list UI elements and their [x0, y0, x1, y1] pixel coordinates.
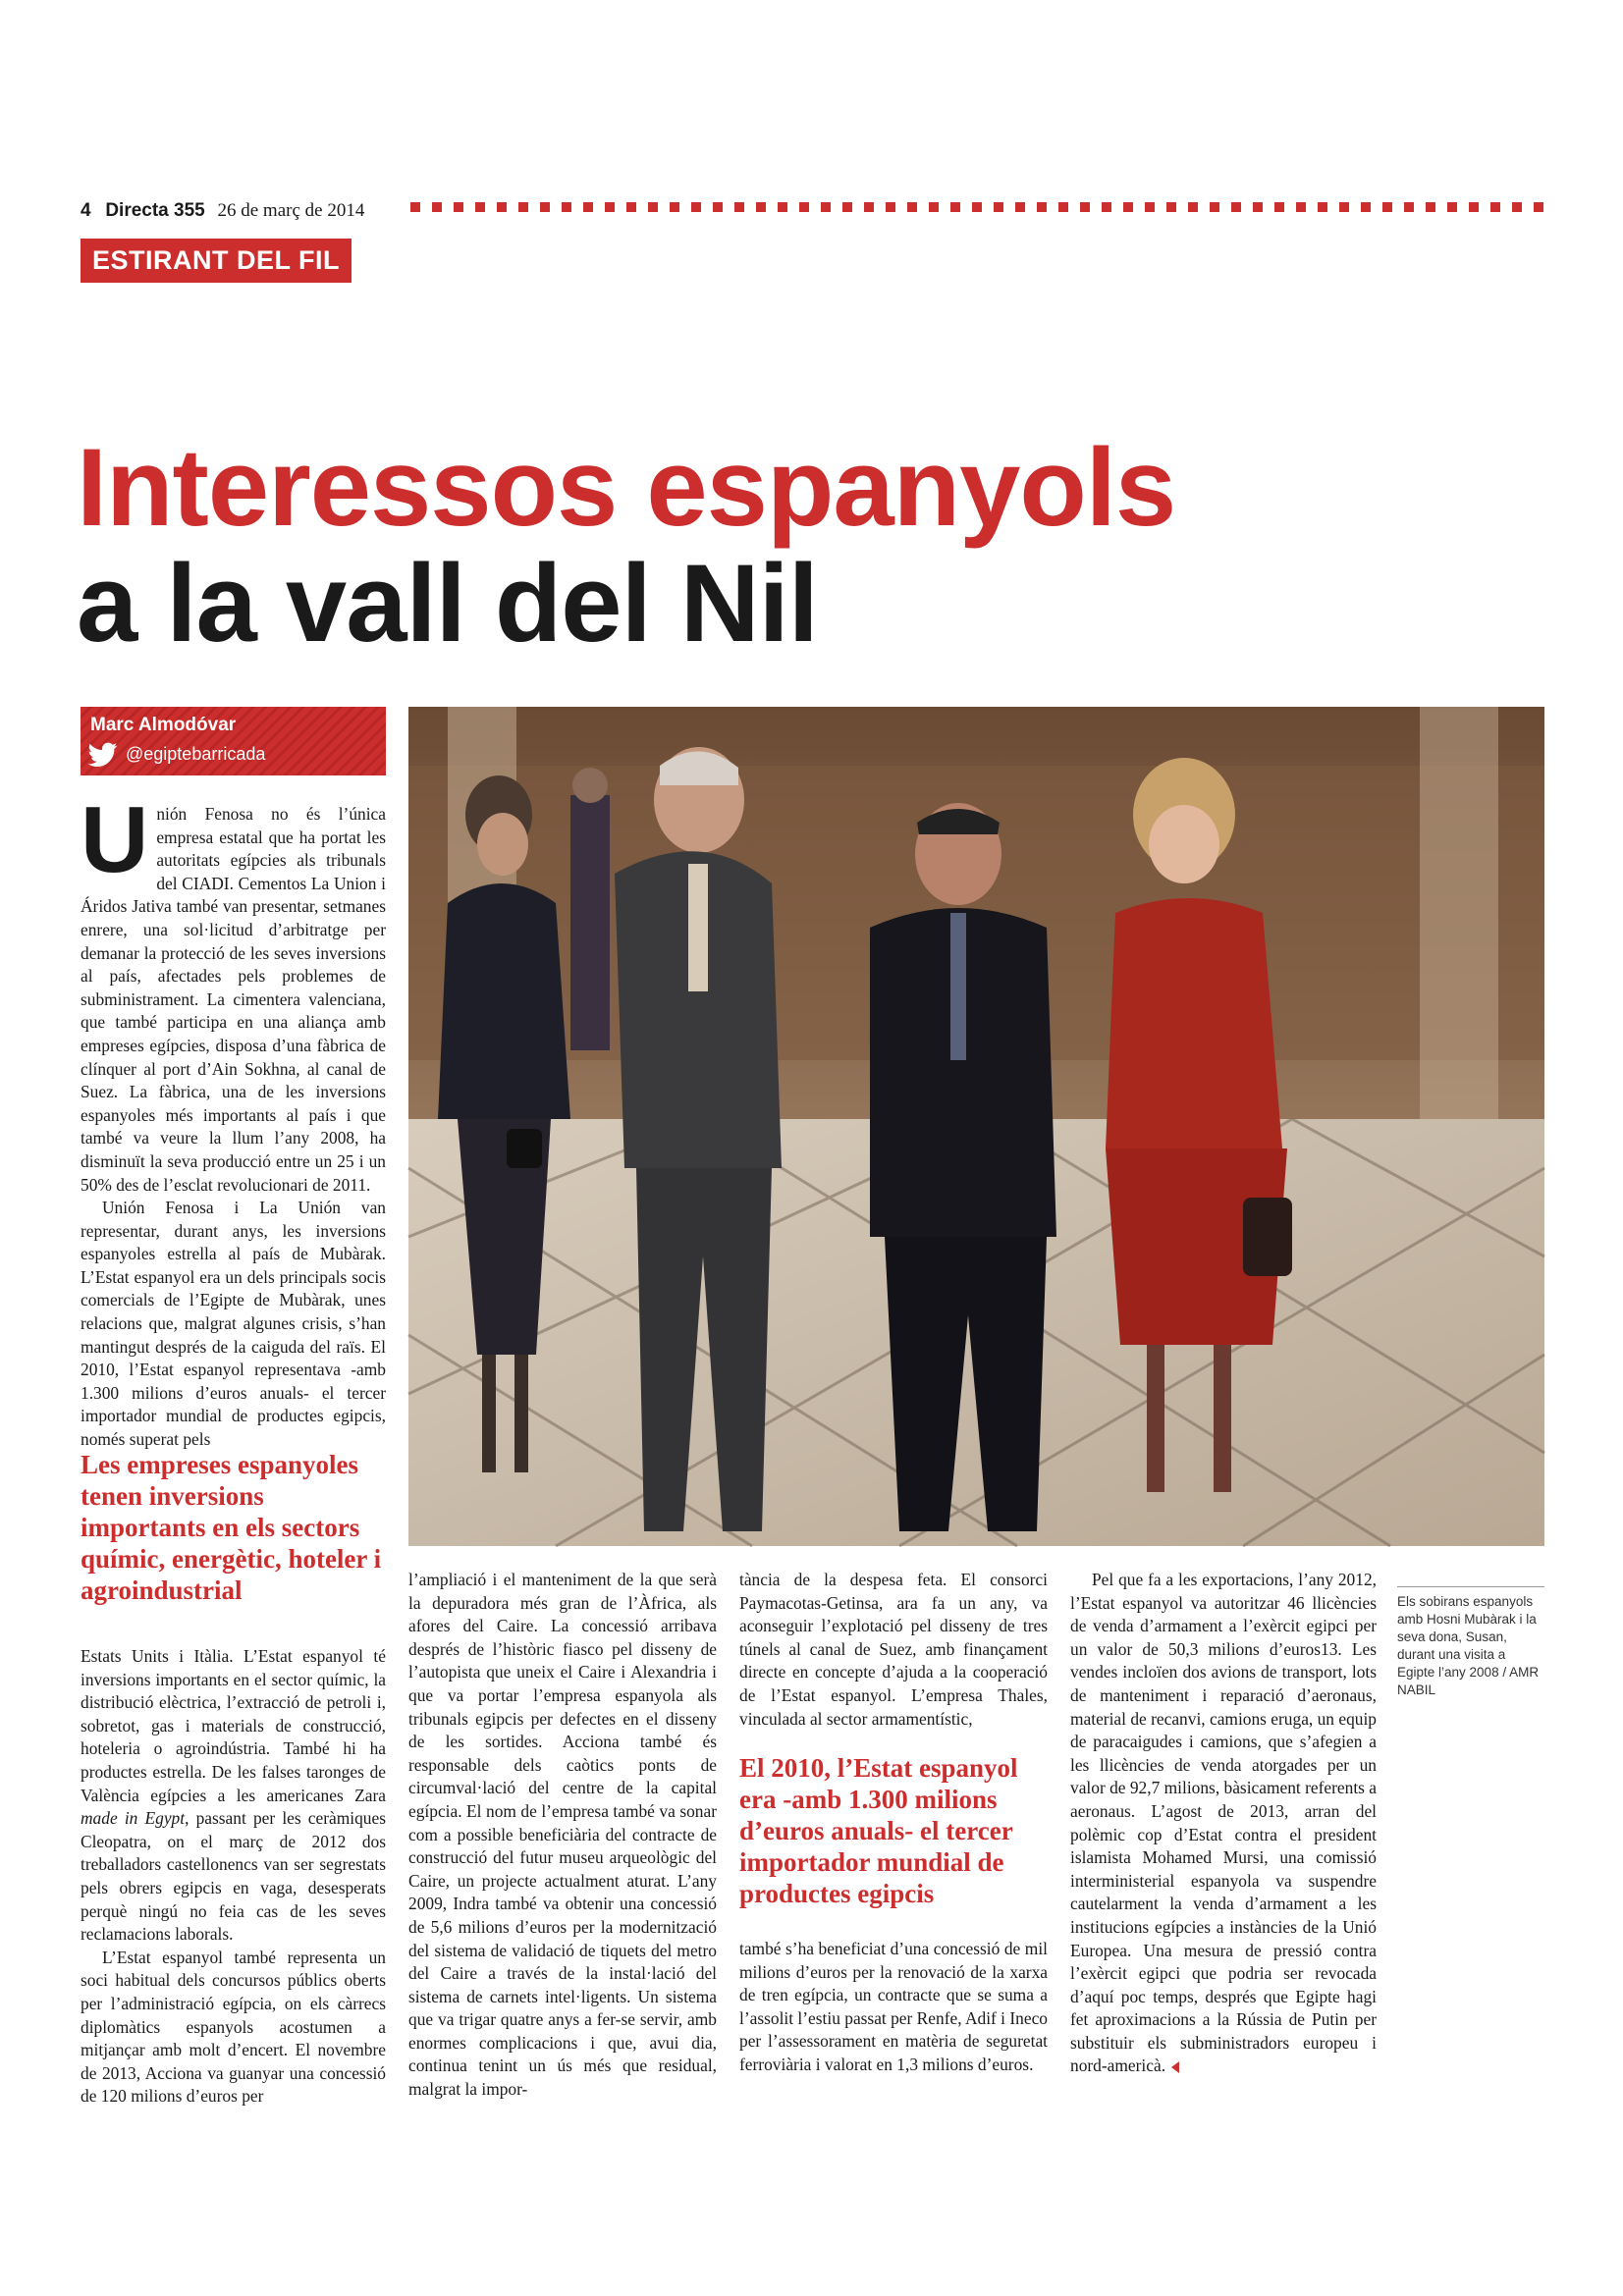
column-1 [81, 787, 386, 1450]
end-mark-icon [1171, 2061, 1179, 2073]
twitter-bird-icon [88, 742, 118, 768]
column-3 [739, 1569, 1048, 1735]
paragraph-3-text: Estats Units i Itàlia. L’Estat espanyol té inversions importants en el sector químic, la distribució elèctrica, l’extracció de petroli i, sobretot, gas i materials de construcció, hoteleria o agroindústria. També hi ha productes estrella. De les falses taronges de València egípcies a les americanes Zara [81, 1646, 386, 1805]
paragraph-7: també s’ha beneficiat d’una concessió de mil milions d’euros per la renovació de la xarxa de tren egípcia, un contracte que se suma a l’assolit l’estiu passat per Renfe, Adif i Ineco per l’assessorament en matèria de seguretat ferroviària i valorat en 1,3 milions d’euros. [739, 1939, 1048, 2074]
paragraph-text: nión Fenosa no és l’única empresa estatal que ha portat les autoritats egípcies als tribunals del CIADI. Cementos La Union i Áridos Jativa també van presentar, setmanes enrere, una sol·licitud d’arbitratge per demanar la protecció de les seves inversions al país, afectades pels problemes de subministrament. La cimentera valenciana, que també participa en una aliança amb empreses egípcies, disposa d’una fàbrica de clínquer al port d’Ain Sokhna, al canal de Suez. La fàbrica, una de les inversions espanyoles més importants al país i que també va veure la llum l’any 2008, ha disminuït la seva producció entre un 25 i un 50% des de l’esclat revolucionari de 2011. [81, 804, 386, 1195]
page-number: 4 [81, 200, 91, 221]
paragraph-5: l’ampliació i el manteniment de la que serà la depuradora més gran de l’Àfrica, als afores del Caire. La concessió arribava després de l’històric fiasco pel disseny de l’autopista que uneix el Caire i Alexandria i que va portar l’empresa espanyola als tribunals egipcis per defectes en el disseny de les sortides. Acciona també és responsable dels caòtics ponts de circumval·lació del centre de la capital egípcia. El nom de l’empresa també va sonar com a possible beneficiària del contracte de construcció del futur museu arqueològic del Caire, un projecte actualment aturat. L’any 2009, Indra també va obtenir una concessió de 5,6 milions d’euros per la modernització del sistema de validació de tiquets del metro del Caire a través de la instal·lació del sistema de carnets intel·ligents. Un sistema que va trigar quatre anys a fer-se servir, amb enormes complicacions i que, avui dia, continua tenint un ús més que residual, malgrat la impor- [408, 1570, 717, 2100]
byline-box [81, 707, 386, 775]
photo [408, 707, 1544, 1546]
paragraph-3-tail: , passant per les ceràmiques Cleopatra, on el març de 2012 dos treballadors castellonencs van ser segrestats pels obrers egipcis en vaga, desesperats perquè ningú no feia cas de les seves reclamacions laborals. [81, 1808, 386, 1945]
paragraph-3 [81, 1645, 386, 1947]
issue-date: 26 de març de 2014 [217, 200, 365, 221]
photo-illustration [408, 707, 1544, 1546]
publication-name: Directa 355 [105, 200, 205, 221]
paragraph-8 [1070, 1569, 1377, 2078]
column-2 [408, 1569, 717, 2100]
section-tag: ESTIRANT DEL FIL [81, 239, 352, 283]
paragraph-2: Unión Fenosa i La Unión van representar, durant anys, les inversions espanyoles estrella al país de Mubàrak. L’Estat espanyol era un dels principals socis comercials de l’Egipte de Mubàrak, unes relacions que, malgrat algunes crisis, s’han mantingut després de la caiguda del raïs. El 2010, l’Estat espanyol representava -amb 1.300 milions d’euros anuals- el tercer importador mundial de productes egipcis, només superat pels [81, 1198, 386, 1450]
column-3-continued [739, 1938, 1048, 2075]
column-1-continued [81, 1645, 386, 2107]
paragraph-4: L’Estat espanyol també representa un soci habitual dels concursos públics oberts per l’administració egípcia, on els càrrecs diplomàtics espanyols acostumen a mitjançar amb molt d’encert. El novembre de 2013, Acciona va guanyar una concessió de 120 milions d’euros per [81, 1947, 386, 2107]
drop-cap: U [81, 787, 149, 892]
folio [81, 200, 364, 222]
paragraph-8-text: Pel que fa a les exportacions, l’any 2012, l’Estat espanyol va autoritzar 46 llicències de venda d’armament a l’exèrcit egipci per un valor de 50,3 milions d’euros13. Les vendes incloïen dos avions de transport, lots de manteniment i reparació d’aeronaus, material de recanvi, camions eruga, un equip de paracaigudes i camions, que s’afegien a les llicències de venda atorgades per un valor de 92,7 milions, bàsicament referents a aeronaus. L’agost de 2013, arran del polèmic cop d’Estat contra el president islamista Mohamed Mursi, una comissió interministerial espanyola va suspendre cautelarment la venda d’armament a les institucions egípcies a instàncies de la Unió Europea. Una mesura de pressió contra l’exèrcit egipci que podria ser revocada d’aquí poc temps, després que Egipte hagi fet aproximacions a la Rússia de Putin per substituir els subministradors europeu i nord-americà. [1070, 1570, 1377, 2076]
headline-line-2: a la vall del Nil [77, 542, 818, 665]
headline [77, 426, 1176, 665]
paragraph-1 [81, 787, 386, 1197]
twitter-handle: @egiptebarricada [126, 744, 266, 764]
paragraph-6: tància de la despesa feta. El consorci Paymacotas-Getinsa, ara fa un any, va aconseguir l’explotació pel disseny de tres túnels al canal de Suez, amb finançament directe en concepte d’ajuda a la cooperació de l’Estat espanyol. L’empresa Thales, vinculada al sector armamentístic, [739, 1570, 1048, 1729]
headline-line-1: Interessos espanyols [77, 426, 1176, 549]
dashed-rule [410, 202, 1545, 212]
pull-quote-2: El 2010, l’Estat espanyol era -amb 1.300 milions d’euros anuals- el tercer importador mundial de productes egipcis [739, 1753, 1018, 1908]
column-4 [1070, 1569, 1377, 2079]
author-name: Marc Almodóvar [90, 715, 237, 735]
emphasis-made-in-egypt: made in Egypt [81, 1808, 186, 1829]
photo-caption: Els sobirans espanyols amb Hosni Mubàrak i la seva dona, Susan, durant una visita a Egipte l’any 2008 / AMR NABIL [1397, 1586, 1544, 1699]
pull-quote-1: Les empreses espanyoles tenen inversions importants en els sectors químic, energètic, hoteler i agroindustrial [81, 1450, 382, 1605]
